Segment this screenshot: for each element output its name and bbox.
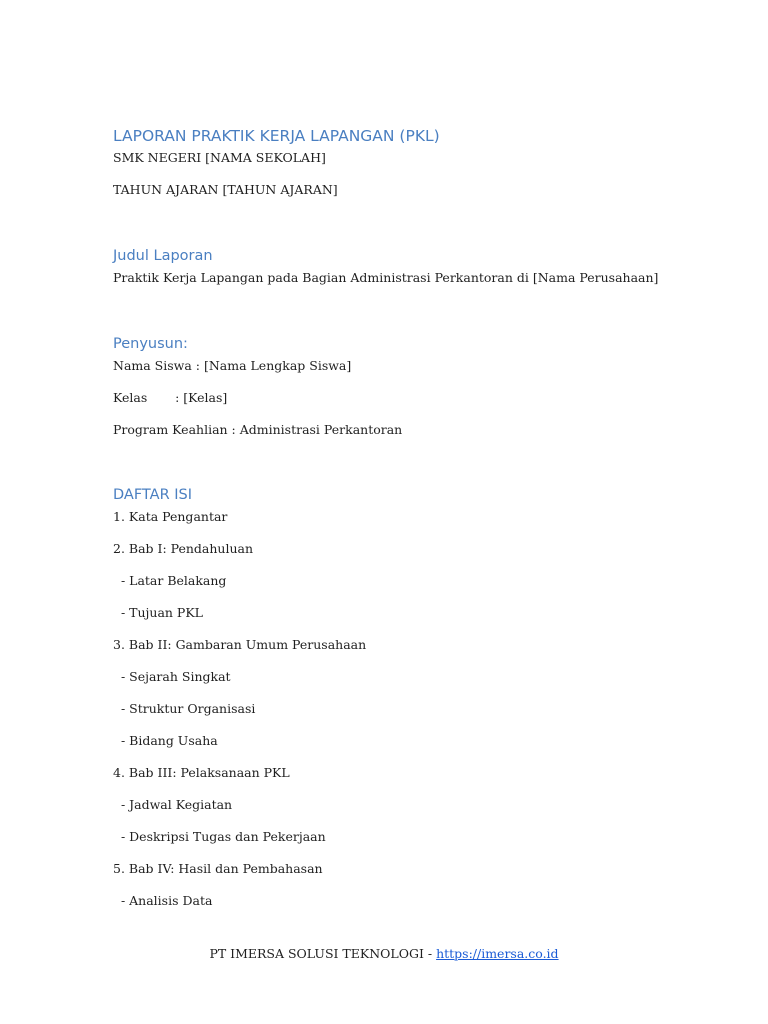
footer-link[interactable]: https://imersa.co.id [436,946,559,961]
student-name: Nama Siswa : [Nama Lengkap Siswa] [113,358,352,373]
toc-item: - Jadwal Kegiatan [113,797,233,812]
page-footer [0,946,768,962]
toc-item: - Latar Belakang [113,573,227,588]
toc-item: - Sejarah Singkat [113,669,231,684]
report-title: LAPORAN PRAKTIK KERJA LAPANGAN (PKL) [113,127,440,145]
footer-company: PT IMERSA SOLUSI TEKNOLOGI - [209,946,437,961]
academic-year: TAHUN AJARAN [TAHUN AJARAN] [113,182,338,197]
toc-heading: DAFTAR ISI [113,487,193,503]
toc-item: - Deskripsi Tugas dan Pekerjaan [113,829,326,844]
student-class: Kelas : [Kelas] [113,390,228,405]
judul-text: Praktik Kerja Lapangan pada Bagian Administrasi Perkantoran di [Nama Perusahaan] [113,270,659,285]
toc-item: 2. Bab I: Pendahuluan [113,541,254,556]
toc-item: 3. Bab II: Gambaran Umum Perusahaan [113,637,367,652]
toc-item: 5. Bab IV: Hasil dan Pembahasan [113,861,323,876]
toc-item: - Analisis Data [113,893,213,908]
study-program: Program Keahlian : Administrasi Perkantoran [113,422,403,437]
toc-item: - Struktur Organisasi [113,701,256,716]
toc-item: - Bidang Usaha [113,733,218,748]
penyusun-heading: Penyusun: [113,336,188,352]
toc-item: - Tujuan PKL [113,605,203,620]
school-name: SMK NEGERI [NAMA SEKOLAH] [113,150,326,165]
judul-heading: Judul Laporan [113,248,213,264]
toc-item: 4. Bab III: Pelaksanaan PKL [113,765,290,780]
toc-item: 1. Kata Pengantar [113,509,228,524]
